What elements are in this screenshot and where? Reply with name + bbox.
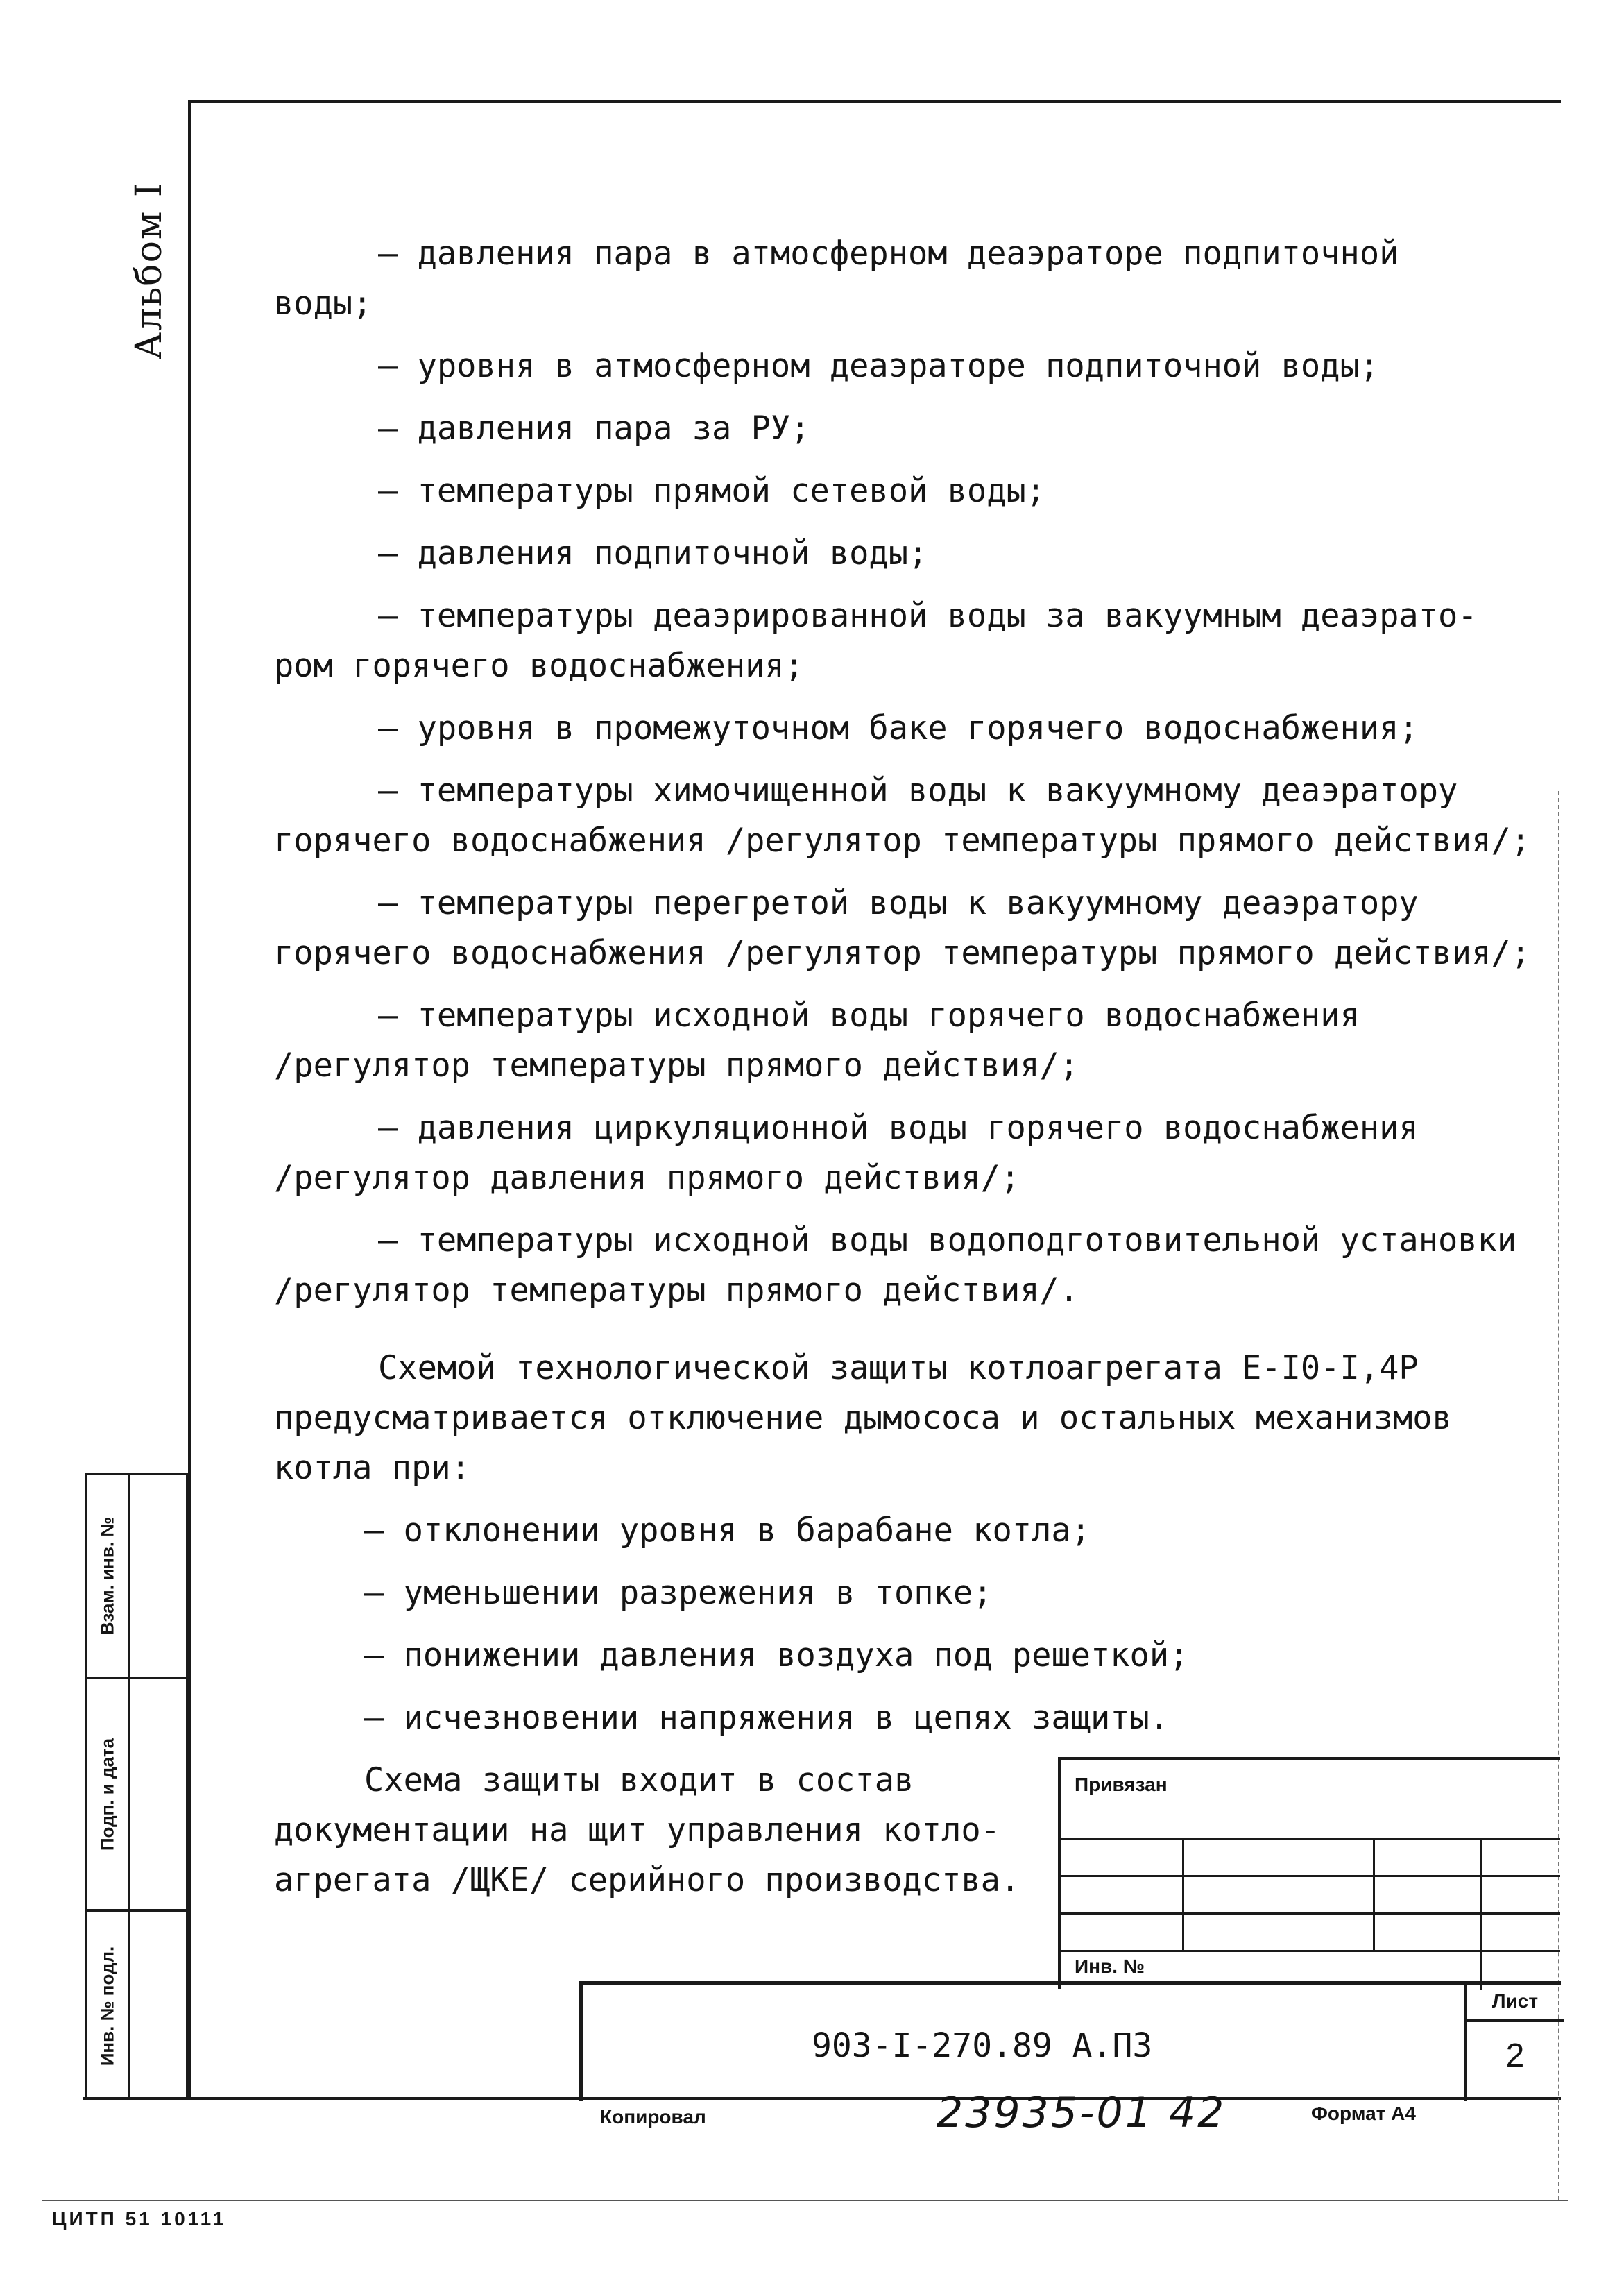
body-line: – температуры перегретой воды к вакуумному деаэратору	[378, 884, 1419, 922]
approval-stamp	[1058, 1757, 1560, 1989]
privyazan-label: Привязан	[1075, 1774, 1168, 1795]
handwritten-number: 23935-01 42	[937, 2089, 1226, 2137]
body-line: – уменьшении разрежения в топке;	[364, 1574, 993, 1612]
approval-grid-line	[1061, 1838, 1560, 1840]
copied-label: Копировал	[600, 2106, 706, 2128]
side-stamp	[85, 1473, 189, 2100]
body-line: – исчезновении напряжения в цепях защиты.	[364, 1699, 1170, 1737]
body-line: – уровня в промежуточном баке горячего водоснабжения;	[378, 709, 1419, 747]
body-line: ром горячего водоснабжения;	[274, 647, 805, 685]
body-line: – температуры исходной воды горячего водоснабжения	[378, 996, 1360, 1035]
format-label: Формат А4	[1311, 2103, 1416, 2124]
body-line: /регулятор температуры прямого действия/;	[274, 1046, 1079, 1085]
body-line: – давления подпиточной воды;	[378, 534, 928, 572]
body-line: Схемой технологической защиты котлоагрегата Е-I0-I,4Р	[378, 1349, 1419, 1387]
approval-grid-line	[1480, 1838, 1482, 1990]
approval-grid-line	[1373, 1838, 1375, 1950]
approval-grid-line	[1061, 1912, 1560, 1915]
sheet-cell	[1464, 1985, 1564, 2101]
footer-code: ЦИТП 51 10111	[52, 2208, 227, 2230]
approval-grid-line	[1061, 1875, 1560, 1877]
sheet-number: 2	[1505, 2037, 1525, 2074]
side-stamp-divider	[128, 1475, 130, 2100]
body-line: /регулятор давления прямого действия/;	[274, 1159, 1020, 1197]
body-line: – понижении давления воздуха под решеткой;	[364, 1636, 1189, 1674]
body-line: – температуры химочищенной воды к вакуумному деаэратору	[378, 772, 1458, 810]
document-code: 903-I-270.89 А.ПЗ	[812, 2026, 1153, 2065]
body-line: документации на щит управления котло-	[274, 1811, 1000, 1849]
body-line: Схема защиты входит в состав	[364, 1761, 914, 1799]
approval-grid-line	[1182, 1838, 1184, 1950]
body-line: предусматривается отключение дымососа и остальных механизмов	[274, 1399, 1452, 1437]
body-line: /регулятор температуры прямого действия/.	[274, 1271, 1079, 1309]
body-line: котла при:	[274, 1449, 470, 1487]
inv-no-label: Инв. №	[1075, 1955, 1145, 1977]
sheet-label: Лист	[1491, 1990, 1539, 2012]
body-line: – давления циркуляционной воды горячего водоснабжения	[378, 1109, 1419, 1147]
body-line: – температуры исходной воды водоподготовительной установки	[378, 1221, 1517, 1259]
body-line: – температуры прямой сетевой воды;	[378, 472, 1046, 510]
body-line: – давления пара за РУ;	[378, 409, 810, 448]
body-line: – температуры деаэрированной воды за вакуумным деаэрато-	[378, 597, 1478, 635]
sheet-divider	[1467, 2019, 1564, 2022]
body-line: горячего водоснабжения /регулятор температуры прямого действия/;	[274, 934, 1530, 972]
document-body	[274, 229, 1550, 1918]
body-line: воды;	[274, 285, 373, 323]
body-line: – уровня в атмосферном деаэраторе подпиточной воды;	[378, 347, 1380, 385]
podp-data-label: Подп. и дата	[96, 1738, 118, 1851]
body-line: горячего водоснабжения /регулятор температуры прямого действия/;	[274, 822, 1530, 860]
footer-divider	[42, 2200, 1568, 2201]
album-label: Альбом I	[128, 181, 170, 360]
vzam-inv-label: Взам. инв. №	[96, 1516, 118, 1636]
inv-podl-label: Инв. № подл.	[96, 1946, 118, 2066]
body-line: – отклонении уровня в барабане котла;	[364, 1511, 1091, 1550]
title-block	[579, 1981, 1561, 2101]
body-line: агрегата /ЩКЕ/ серийного производства.	[274, 1861, 1020, 1899]
body-line: – давления пара в атмосферном деаэраторе подпиточной	[378, 235, 1399, 273]
approval-grid-line	[1061, 1950, 1560, 1952]
frame-top-border	[191, 100, 1561, 103]
